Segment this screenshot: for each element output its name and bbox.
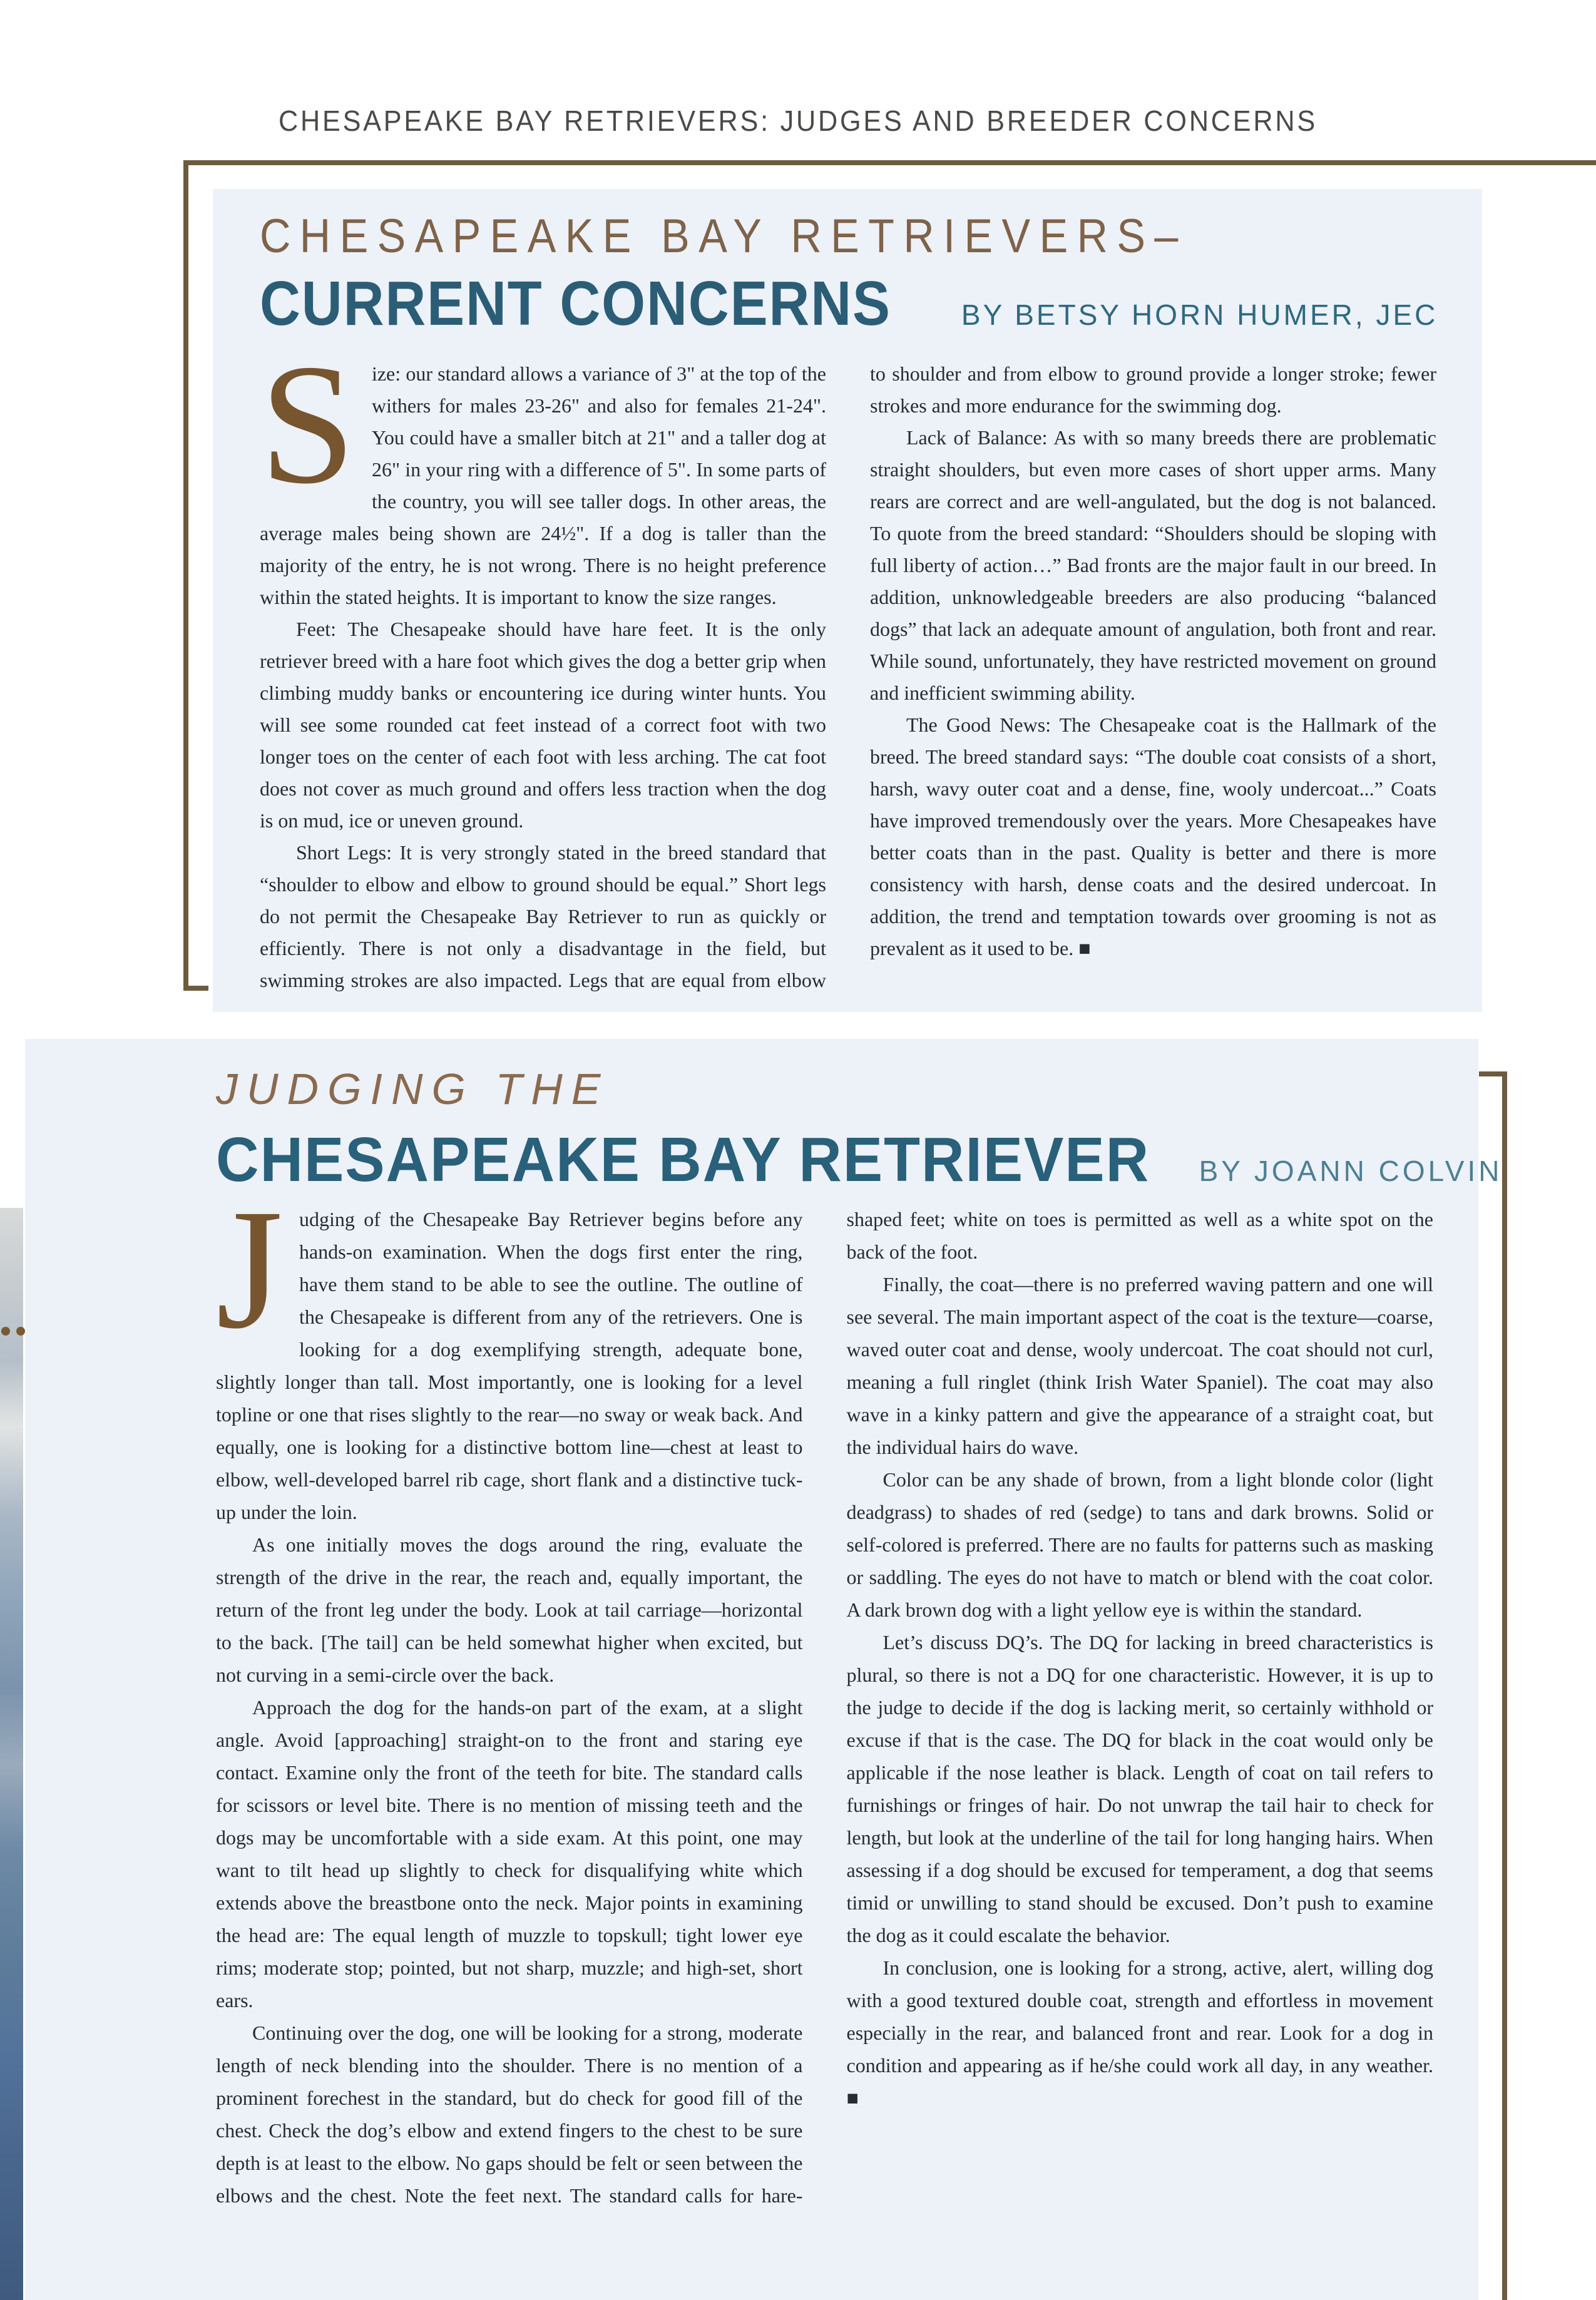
paragraph: Short Legs: It is very strongly stated in the breed standard that “shoulder to elbow and elbow to ground should be equal.” Short legs do not permit the Chesapeake Bay Retriever to run as quickly or efficiently. There is not only a disadvantage in the field, but swimming strokes are also impacted. Legs that are equal from elbow to shoulder and from elbow to ground provide a longer stroke; fewer strokes and more endurance for the swimming dog. xyxy=(260,362,1436,991)
article1-main-title: CURRENT CONCERNS xyxy=(260,268,891,339)
decorative-dot xyxy=(16,1327,25,1336)
paragraph: Continuing over the dog, one will be looking for a strong, moderate length of neck blending into the shoulder. There is no mention of a prominent forechest in the standard, but do check for good fill of the chest. Check the dog’s elbow and extend fingers to the chest to be sure depth is at least to the elbow. No gaps should be felt or seen between the elbows and the chest. Note the feet next. The standard calls for hare-shaped feet; white on toes is permitted as well as a white spot on the back of the foot. xyxy=(216,1208,1433,2207)
article1-kicker-title: CHESAPEAKE BAY RETRIEVERS– xyxy=(260,210,1187,263)
article2-main-title: CHESAPEAKE BAY RETRIEVER xyxy=(216,1125,1150,1195)
paragraph: Let’s discuss DQ’s. The DQ for lacking in breed characteristics is plural, so there is not a DQ for one characteristic. However, it is up to the judge to decide if the dog is lacking merit, so certainly withhold or excuse if that is the case. The DQ for black in the coat would only be applicable if the nose leather is black. Length of coat on tail refers to furnishings or fringes of hair. Do not unwrap the tail hair to check for length, but look at the underline of the tail for long hanging hairs. When assessing if a dog should be excused for temperament, a dog that seems timid or unwilling to stand should be excused. Don’t push to examine the dog as it could escalate the behavior. xyxy=(846,1631,1433,1946)
decorative-dot xyxy=(1,1327,10,1336)
dropcap-letter: J xyxy=(216,1203,284,1364)
dropcap-letter: S xyxy=(260,358,356,519)
paragraph: Size: our standard allows a variance of 3" at the top of the withers for males 23-26" and also for females 21-24". You could have a smaller bitch at 21" and a taller dog at 26" in your ring with a difference of 5". In some parts of the country, you will see taller dogs. In other areas, the average males being shown are 24½". If a dog is taller than the majority of the entry, he is not wrong. There is no height preference within the stated heights. It is important to know the size ranges. xyxy=(260,358,826,608)
shoreline-photo-strip xyxy=(0,1208,23,2300)
article2-frame-right-line xyxy=(1502,1071,1507,2300)
paragraph: As one initially moves the dogs around the ring, evaluate the strength of the drive in the rear, the reach and, equally important, the return of the front leg under the body. Look at tail carriage—horizontal to the back. [The tail] can be held somewhat higher when excited, but not curving in a semi-circle over the back. xyxy=(216,1533,803,1686)
article1-byline: BY BETSY HORN HUMER, JEC xyxy=(961,299,1438,331)
article2-kicker-title: JUDGING THE xyxy=(216,1065,610,1113)
paragraph: In conclusion, one is looking for a strong, active, alert, willing dog with a good textured double coat, strength and effortless in movement especially in the rear, and balanced front and rear. Look for a dog in condition and appearing as if he/she could work all day, in any weather. ■ xyxy=(846,1956,1433,2109)
article1-body xyxy=(260,358,1436,1009)
paragraph: Finally, the coat—there is no preferred waving pattern and one will see several. The main important aspect of the coat is the texture—coarse, waved outer coat and dense, wooly undercoat. The coat should not curl, meaning a full ringlet (think Irish Water Spaniel). The coat may also wave in a kinky pattern and give the appearance of a straight coat, but the individual hairs do wave. xyxy=(846,1273,1433,1458)
article1-frame-top-line xyxy=(183,160,1596,165)
article1-frame-corner-tick xyxy=(183,986,208,991)
paragraph: Judging of the Chesapeake Bay Retriever begins before any hands-on examination. When the dogs first enter the ring, have them stand to be able to see the outline. The outline of the Chesapeake is different from any of the retrievers. One is looking for a dog exemplifying strength, adequate bone, slightly longer than tall. Most importantly, one is looking for a level topline or one that rises slightly to the rear—no sway or weak back. And equally, one is looking for a distinctive bottom line—chest at least to elbow, well-developed barrel rib cage, short flank and a distinctive tuck-up under the loin. xyxy=(216,1203,803,1523)
article1-title-row xyxy=(260,268,1436,340)
paragraph: Color can be any shade of brown, from a light blonde color (light deadgrass) to shades of red (sedge) to tans and dark browns. Solid or self-colored is preferred. There are no faults for patterns such as masking or saddling. The eyes do not have to match or blend with the coat color. A dark brown dog with a light yellow eye is within the standard. xyxy=(846,1468,1433,1621)
article2-byline: BY JOANN COLVIN xyxy=(1199,1155,1503,1187)
running-header: CHESAPEAKE BAY RETRIEVERS: JUDGES AND BREEDER CONCERNS xyxy=(279,105,1317,137)
paragraph: Lack of Balance: As with so many breeds there are problematic straight shoulders, but even more cases of short upper arms. Many rears are correct and are well-angulated, but the dog is not balanced. To quote from the breed standard: “Shoulders should be sloping with full liberty of action…” Bad fronts are the major fault in our breed. In addition, unknowledgeable breeders are also producing “balanced dogs” that lack an adequate amount of angulation, both front and rear. While sound, unfortunately, they have restricted movement on ground and inefficient swimming ability. xyxy=(870,426,1436,704)
paragraph: The Good News: The Chesapeake coat is the Hallmark of the breed. The breed standard says: “The double coat consists of a short, harsh, wavy outer coat and a dense, fine, wooly undercoat...” Coats have improved tremendously over the years. More Chesapeakes have better coats than in the past. Quality is better and there is more consistency with harsh, dense coats and the desired undercoat. In addition, the trend and temptation towards over grooming is not as prevalent as it used to be. ■ xyxy=(870,713,1436,959)
article2-title-row xyxy=(216,1124,1503,1196)
article2-body xyxy=(216,1203,1433,2267)
paragraph: Approach the dog for the hands-on part of the exam, at a slight angle. Avoid [approaching] straight-on to the front and staring eye contact. Examine only the front of the teeth for bite. The standard calls for scissors or level bite. There is no mention of missing teeth and the dogs may be uncomfortable with a side exam. At this point, one may want to tilt head up slightly to check for disqualifying white which extends above the breastbone onto the neck. Major points in examining the head are: The equal length of muzzle to topskull; tight lower eye rims; moderate stop; pointed, but not sharp, muzzle; and high-set, short ears. xyxy=(216,1696,803,2011)
paragraph: Feet: The Chesapeake should have hare feet. It is the only retriever breed with a hare foot which gives the dog a better grip when climbing muddy banks or encountering ice during winter hunts. You will see some rounded cat feet instead of a correct foot with two longer toes on the center of each foot with less arching. The cat foot does not cover as much ground and offers less traction when the dog is on mud, ice or uneven ground. xyxy=(260,618,826,832)
article1-frame-left-line xyxy=(183,160,188,991)
